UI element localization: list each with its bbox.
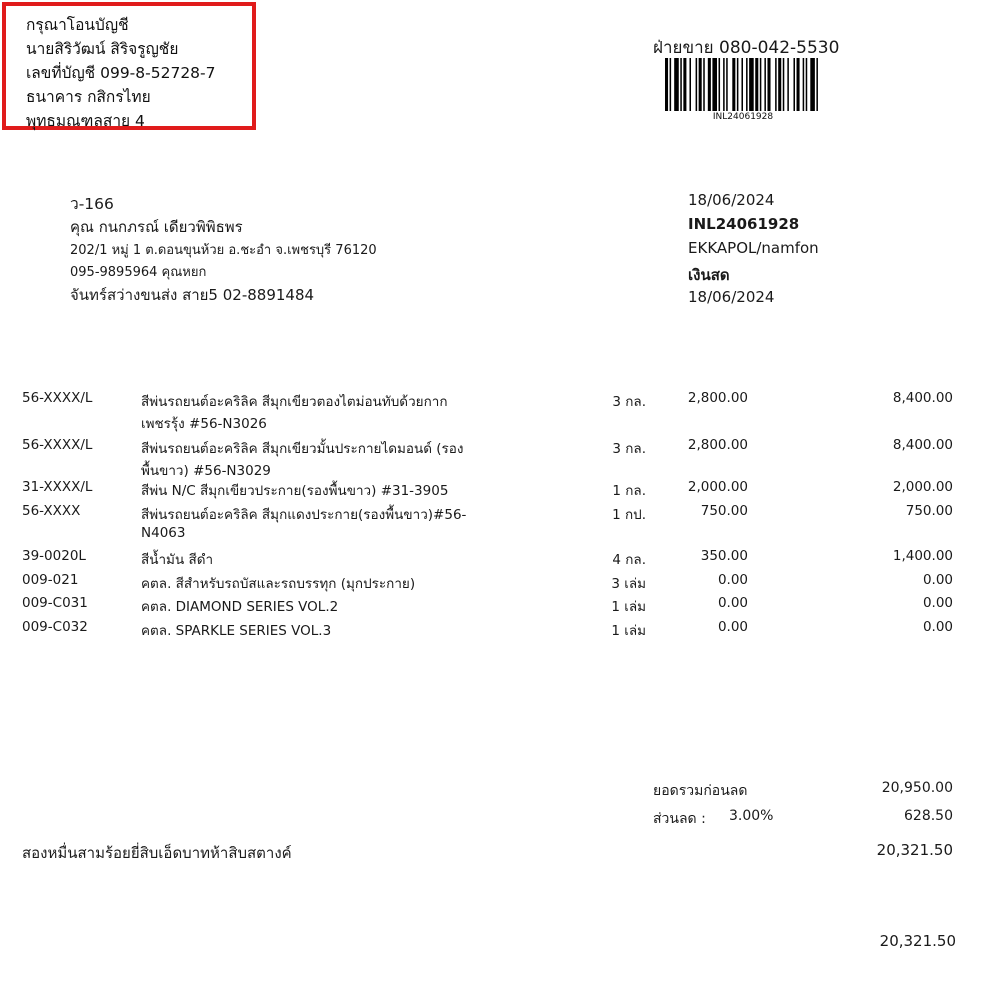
invoice-number: INL24061928: [688, 215, 800, 233]
item-amount: 2,000.00: [892, 479, 953, 495]
bank-account-number: เลขที่บัญชี 099-8-52728-7: [26, 64, 216, 82]
payment-method: เงินสด: [688, 266, 730, 284]
item-unit-price: 2,800.00: [687, 390, 748, 406]
customer-address: 202/1 หมู่ 1 ต.ดอนขุนห้วย อ.ชะอำ จ.เพชรบุรี 76120: [70, 243, 377, 258]
bank-name: ธนาคาร กสิกรไทย: [26, 88, 151, 106]
bank-branch: พุทธมณฑลสาย 4: [26, 112, 145, 130]
customer-phone: 095-9895964 คุณหยก: [70, 265, 207, 280]
barcode-text: INL24061928: [712, 112, 774, 122]
discount-value: 628.50: [904, 808, 953, 824]
item-code: 31-XXXX/L: [22, 479, 93, 495]
item-description: คตล. SPARKLE SERIES VOL.3: [141, 623, 332, 639]
bank-info-box: [2, 2, 256, 130]
bank-line-1: กรุณาโอนบัญชี: [26, 16, 129, 34]
item-code: 56-XXXX/L: [22, 437, 93, 453]
item-description: สีน้ำมัน สีดำ: [141, 552, 214, 568]
item-amount: 8,400.00: [892, 437, 953, 453]
item-amount: 8,400.00: [892, 390, 953, 406]
invoice-staff: EKKAPOL/namfon: [688, 239, 819, 257]
item-quantity: 4 กล.: [612, 552, 646, 568]
item-unit-price: 2,800.00: [687, 437, 748, 453]
item-amount: 1,400.00: [892, 548, 953, 564]
item-amount: 0.00: [922, 595, 953, 611]
item-amount: 0.00: [922, 619, 953, 635]
item-description: คตล. สีสำหรับรถบัสและรถบรรทุก (มุกประกาย): [141, 576, 416, 592]
customer-code: ว-166: [70, 195, 114, 213]
discount-label: ส่วนลด :: [653, 811, 706, 827]
item-code: 009-C031: [22, 595, 88, 611]
item-code: 009-C032: [22, 619, 88, 635]
seller-phone: ฝ่ายขาย 080-042-5530: [653, 38, 840, 58]
due-date: 18/06/2024: [688, 288, 775, 306]
item-description-cont: พื้นขาว) #56-N3029: [141, 463, 271, 479]
bank-account-name: นายสิริวัฒน์ สิริจรูญชัย: [26, 40, 179, 58]
item-code: 56-XXXX/L: [22, 390, 93, 406]
item-unit-price: 0.00: [717, 619, 748, 635]
item-unit-price: 0.00: [717, 572, 748, 588]
customer-name: คุณ กนกภรณ์ เดียวพิพิธพร: [70, 218, 243, 236]
subtotal-label: ยอดรวมก่อนลด: [653, 783, 748, 799]
item-unit-price: 350.00: [700, 548, 748, 564]
item-amount: 750.00: [905, 503, 953, 519]
item-unit-price: 750.00: [700, 503, 748, 519]
invoice-date: 18/06/2024: [688, 191, 775, 209]
subtotal-value: 20,950.00: [881, 780, 953, 796]
item-description: คตล. DIAMOND SERIES VOL.2: [141, 599, 339, 615]
amount-in-words: สองหมื่นสามร้อยยี่สิบเอ็ดบาทห้าสิบสตางค์: [22, 844, 292, 862]
item-amount: 0.00: [922, 572, 953, 588]
item-description-cont: N4063: [141, 525, 186, 541]
discount-rate: 3.00%: [729, 808, 774, 824]
shipping-info: จันทร์สว่างขนส่ง สาย5 02-8891484: [70, 286, 315, 304]
item-code: 56-XXXX: [22, 503, 81, 519]
item-quantity: 3 กล.: [612, 394, 646, 410]
grand-total: 20,321.50: [879, 932, 956, 950]
item-quantity: 3 กล.: [612, 441, 646, 457]
barcode-icon: [665, 58, 821, 111]
item-code: 009-021: [22, 572, 79, 588]
item-quantity: 3 เล่ม: [611, 576, 646, 592]
item-description: สีพ่นรถยนต์อะคริลิค สีมุกเขียวมั้นประกายไดมอนด์ (รอง: [141, 441, 464, 457]
item-quantity: 1 กป.: [612, 507, 646, 523]
item-description: สีพ่นรถยนต์อะคริลิค สีมุกแดงประกาย(รองพื้นขาว)#56-: [141, 507, 467, 523]
item-unit-price: 0.00: [717, 595, 748, 611]
item-description: สีพ่นรถยนต์อะคริลิค สีมุกเขียวตองไตม่อนทับด้วยกาก: [141, 394, 448, 410]
item-quantity: 1 เล่ม: [611, 599, 646, 615]
item-description: สีพ่น N/C สีมุกเขียวประกาย(รองพื้นขาว) #31-3905: [141, 483, 449, 499]
net-total: 20,321.50: [876, 841, 953, 859]
item-description-cont: เพชรรุ้ง #56-N3026: [141, 416, 267, 432]
item-quantity: 1 เล่ม: [611, 623, 646, 639]
item-quantity: 1 กล.: [612, 483, 646, 499]
item-code: 39-0020L: [22, 548, 86, 564]
item-unit-price: 2,000.00: [687, 479, 748, 495]
